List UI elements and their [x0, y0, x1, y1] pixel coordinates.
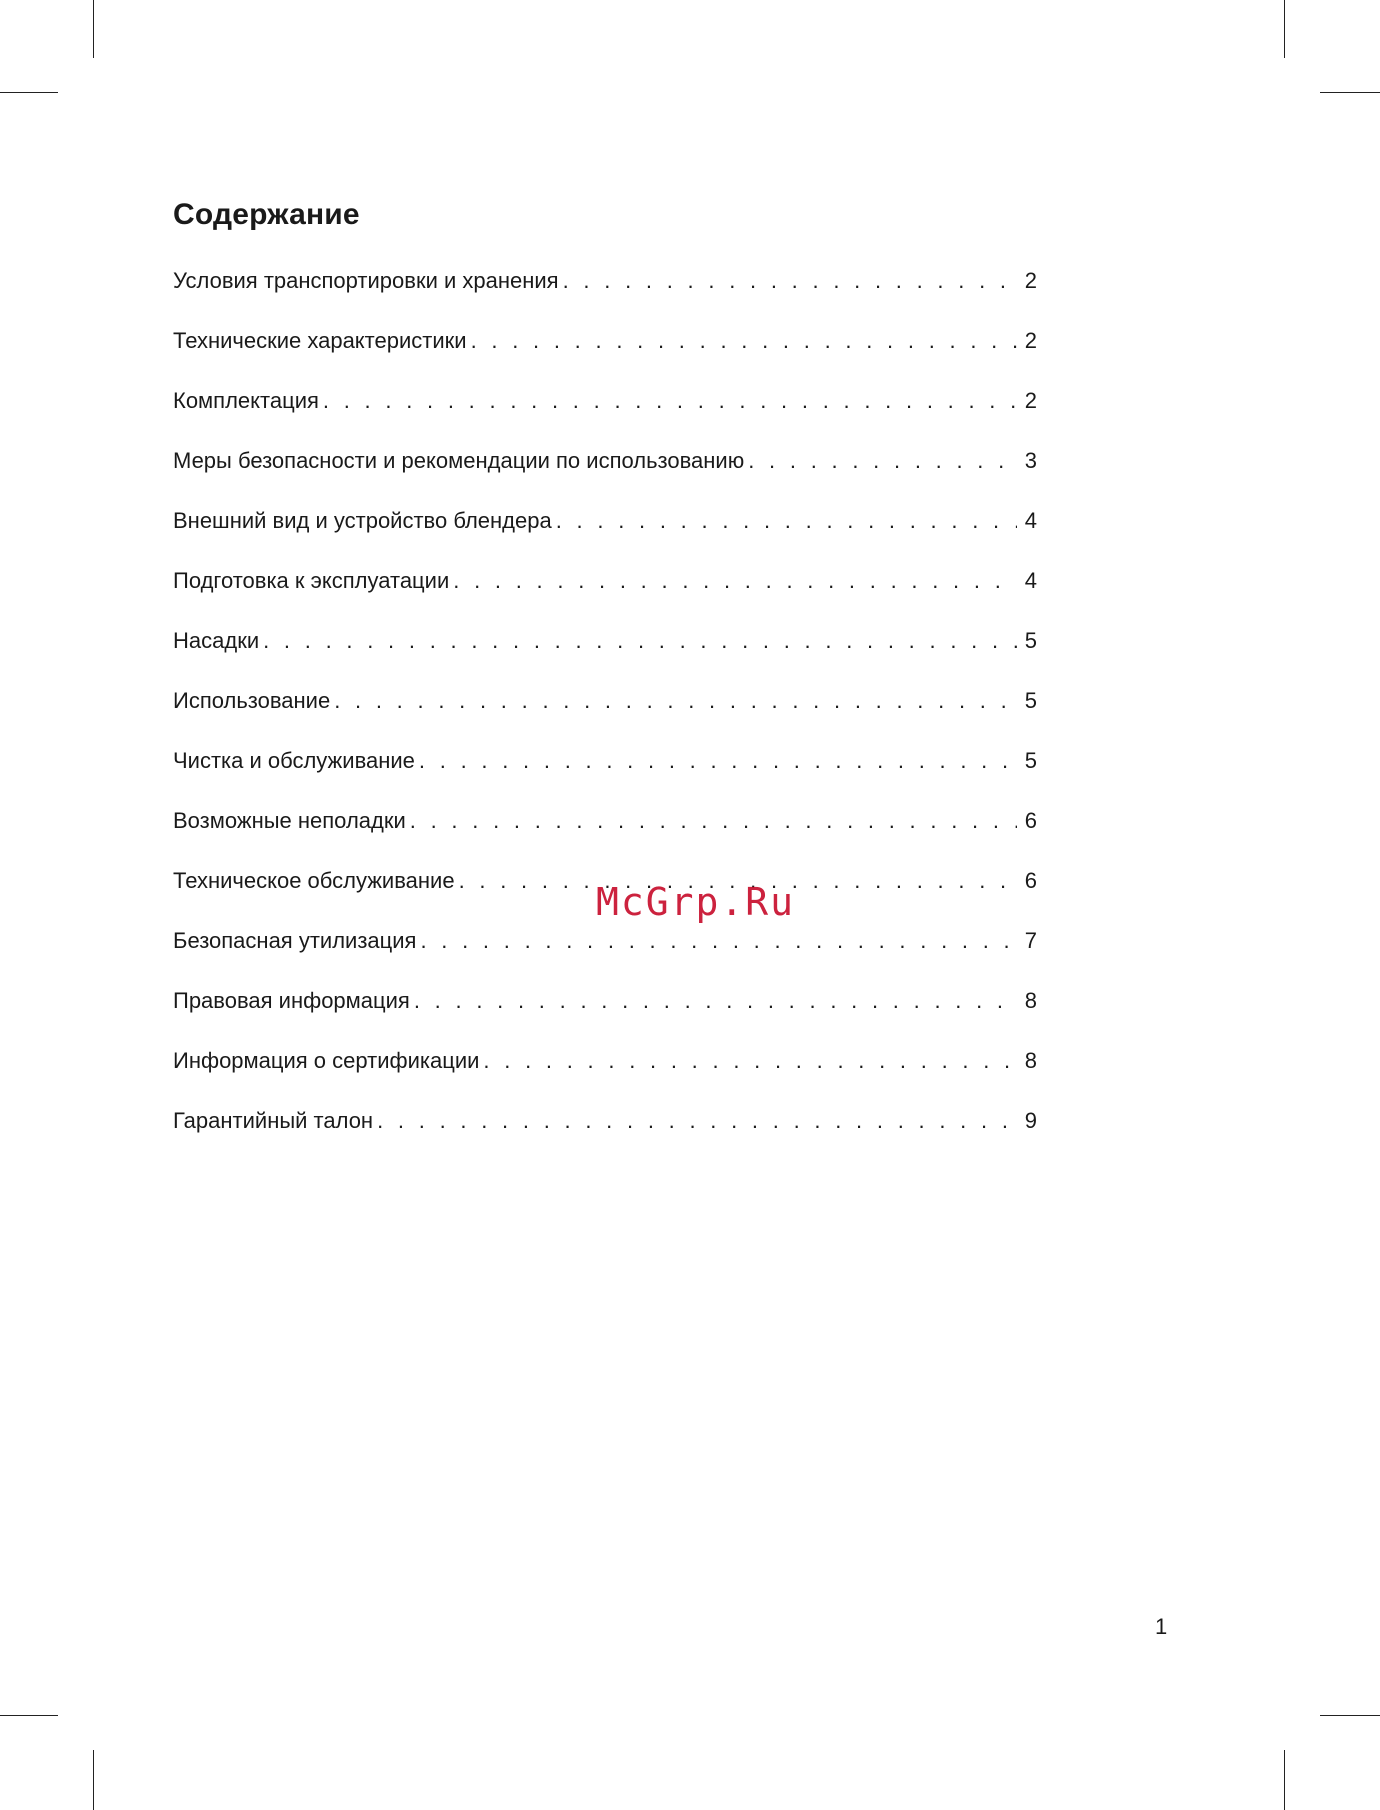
watermark: McGrp.Ru — [596, 880, 796, 924]
toc-dot-leader — [471, 326, 1017, 356]
toc-dot-leader — [323, 386, 1017, 416]
toc-entry-page: 2 — [1024, 328, 1037, 353]
toc-entry-page: 5 — [1024, 628, 1037, 653]
toc-entry-page: 5 — [1024, 688, 1037, 713]
toc-entry-text: Комплектация — [173, 388, 319, 413]
toc-entry-text: Внешний вид и устройство блендера — [173, 508, 552, 533]
toc-entry-text: Насадки — [173, 628, 260, 653]
toc-entry-text: Гарантийный талон — [173, 1108, 374, 1133]
toc-dot-leader — [334, 686, 1017, 716]
toc-title: Содержание — [173, 198, 360, 231]
toc-entry-text: Возможные неполадки — [173, 808, 406, 833]
toc-entry-page: 5 — [1024, 748, 1037, 773]
toc-entry[interactable] — [173, 566, 1037, 626]
toc-entry-text: Меры безопасности и рекомендации по использованию — [173, 448, 745, 473]
toc-entry-page: 6 — [1024, 868, 1037, 893]
toc-entry-page: 4 — [1024, 508, 1037, 533]
toc-entry-page: 8 — [1024, 1048, 1037, 1073]
toc-entry-text: Чистка и обслуживание — [173, 748, 415, 773]
toc-entry[interactable] — [173, 986, 1037, 1046]
toc-dot-leader — [556, 506, 1017, 536]
toc-entry[interactable] — [173, 386, 1037, 446]
toc-entry[interactable] — [173, 746, 1037, 806]
toc-entry-text: Подготовка к эксплуатации — [173, 568, 450, 593]
toc-entry-text: Техническое обслуживание — [173, 868, 455, 893]
toc-entry-page: 4 — [1024, 568, 1037, 593]
toc-entry[interactable] — [173, 926, 1037, 986]
toc-entry[interactable] — [173, 446, 1037, 506]
toc-entry-page: 3 — [1024, 448, 1037, 473]
crop-mark-top-left-horizontal — [0, 92, 58, 93]
toc-entry-page: 7 — [1024, 928, 1037, 953]
crop-mark-bottom-right-horizontal — [1320, 1715, 1380, 1716]
toc-entry-page: 2 — [1024, 268, 1037, 293]
crop-mark-bottom-right-vertical — [1284, 1750, 1285, 1810]
toc-dot-leader — [483, 1046, 1017, 1076]
crop-mark-bottom-left-vertical — [93, 1750, 94, 1810]
toc-entry-page: 2 — [1024, 388, 1037, 413]
toc-dot-leader — [420, 926, 1017, 956]
crop-mark-top-left-vertical — [93, 0, 94, 58]
toc-entry-text: Правовая информация — [173, 988, 410, 1013]
toc-entry-page: 9 — [1024, 1108, 1037, 1133]
toc-dot-leader — [748, 446, 1017, 476]
toc-dot-leader — [453, 566, 1017, 596]
toc-entry-page: 6 — [1024, 808, 1037, 833]
toc-entry[interactable] — [173, 266, 1037, 326]
crop-mark-top-right-horizontal — [1320, 92, 1380, 93]
toc-dot-leader — [263, 626, 1017, 656]
toc-dot-leader — [563, 266, 1017, 296]
crop-mark-bottom-left-horizontal — [0, 1715, 58, 1716]
toc-entry[interactable] — [173, 806, 1037, 866]
toc-dot-leader — [377, 1106, 1017, 1136]
toc-list — [173, 266, 1037, 1166]
crop-mark-top-right-vertical — [1284, 0, 1285, 58]
toc-dot-leader — [414, 986, 1017, 1016]
toc-dot-leader — [410, 806, 1017, 836]
toc-entry[interactable] — [173, 626, 1037, 686]
toc-entry-text: Условия транспортировки и хранения — [173, 268, 559, 293]
toc-entry[interactable] — [173, 326, 1037, 386]
toc-entry-text: Технические характеристики — [173, 328, 467, 353]
toc-entry-text: Безопасная утилизация — [173, 928, 417, 953]
toc-entry-page: 8 — [1024, 988, 1037, 1013]
page-number: 1 — [1155, 1614, 1168, 1639]
toc-entry[interactable] — [173, 1106, 1037, 1166]
toc-entry[interactable] — [173, 1046, 1037, 1106]
toc-entry-text: Информация о сертификации — [173, 1048, 480, 1073]
toc-dot-leader — [419, 746, 1017, 776]
toc-entry[interactable] — [173, 686, 1037, 746]
toc-entry[interactable] — [173, 506, 1037, 566]
toc-entry-text: Использование — [173, 688, 331, 713]
